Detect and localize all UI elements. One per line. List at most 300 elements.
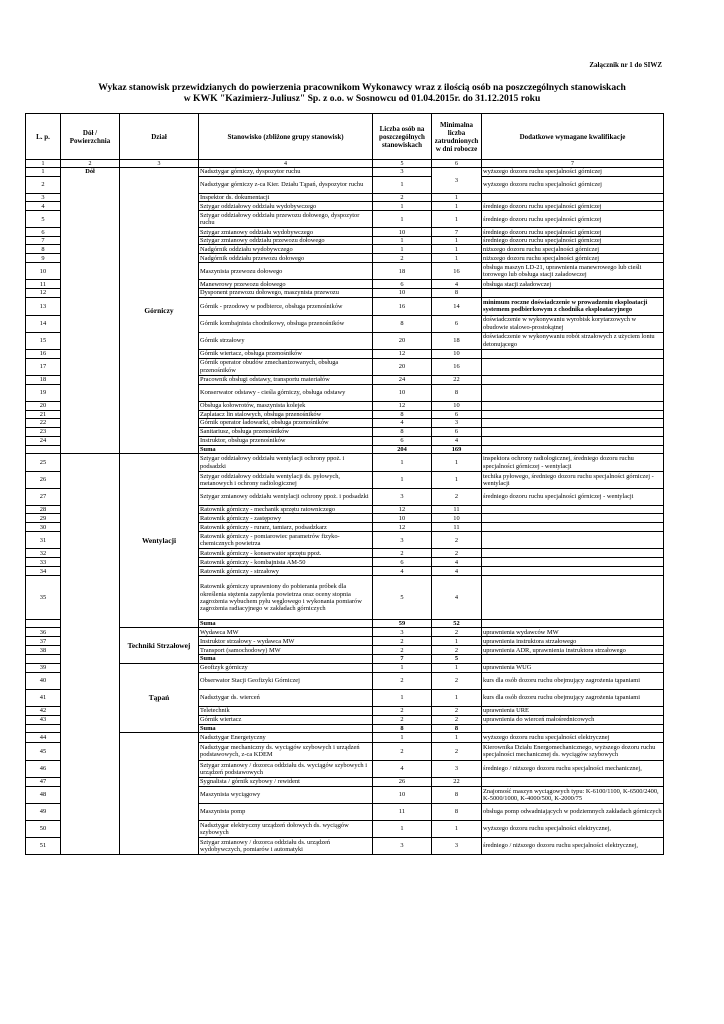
position-name: Sztygar oddziałowy oddziału wydobywczego xyxy=(199,202,373,211)
min-count: 1 xyxy=(432,194,482,202)
qualifications xyxy=(482,410,664,418)
persons-count: 4 xyxy=(373,418,432,427)
position-name: Nadsztygar górniczy z-ca Kier. Działu Tąpań, dyspozytor ruchu xyxy=(199,177,373,194)
position-name: Sztygar oddziałowy oddziału wentylacji ds. pyłowych, metanowych i ochrony radiologicznej xyxy=(199,472,373,489)
row-number: 24 xyxy=(26,436,61,445)
qualifications: uprawnienia wydawców MW xyxy=(482,628,664,637)
persons-count: 8 xyxy=(373,724,432,732)
qualifications xyxy=(482,523,664,532)
row-number: 20 xyxy=(26,401,61,410)
qualifications: doświadczenie w wykonywaniu wyrobisk korytarzowych w obudowie stalowo-prostokątnej xyxy=(482,315,664,332)
row-number xyxy=(26,445,61,453)
persons-count: 10 xyxy=(373,228,432,237)
qualifications xyxy=(482,655,664,663)
min-count: 2 xyxy=(432,549,482,558)
persons-count: 59 xyxy=(373,620,432,628)
header-dzial: Dział xyxy=(120,114,199,160)
position-name: Sztygar zmianowy oddziału wentylacji ochrony ppoż. i podsadzki xyxy=(199,489,373,506)
position-name: Ratownik górniczy - mechanik sprzętu ratowniczego xyxy=(199,506,373,514)
row-number xyxy=(26,620,61,628)
position-name: Górnik - przodowy w podbierce, obsługa przenośników xyxy=(199,297,373,315)
row-number: 6 xyxy=(26,228,61,237)
sum-label: Suma xyxy=(199,445,373,453)
qualifications: obsługa stacji załadowczej xyxy=(482,280,664,289)
min-count: 4 xyxy=(432,567,482,576)
position-name: Górnik wiertacz, obsługa przenośników xyxy=(199,349,373,358)
row-number: 5 xyxy=(26,211,61,228)
position-name: Ratownik górniczy uprawniony do pobierania próbek dla określenia stężenia zapylenia powietrza oraz oceny stopnia zagrożenia wybuchem pyłu węglowego i wykonania pomiarów zagrożenia radiacyjnego w zakładach górniczych xyxy=(199,576,373,620)
persons-count: 12 xyxy=(373,523,432,532)
position-name: Maszynista pomp xyxy=(199,803,373,820)
sum-label: Suma xyxy=(199,620,373,628)
qualifications: uprawnienia do wierceń małośrednicowych xyxy=(482,715,664,724)
persons-count: 12 xyxy=(373,349,432,358)
min-count: 4 xyxy=(432,576,482,620)
position-name: Nadgórnik oddziału przewozu dołowego xyxy=(199,254,373,263)
persons-count: 2 xyxy=(373,742,432,760)
min-count: 1 xyxy=(432,245,482,254)
position-name: Nadsztygar górniczy, dyspozytor ruchu xyxy=(199,168,373,177)
position-name: Sztygar oddziałowy oddziału przewozu dołowego, dyspozytor ruchu xyxy=(199,211,373,228)
persons-count: 10 xyxy=(373,514,432,523)
persons-count: 6 xyxy=(373,436,432,445)
qualifications xyxy=(482,418,664,427)
persons-count: 20 xyxy=(373,332,432,349)
persons-count: 24 xyxy=(373,375,432,384)
row-number: 7 xyxy=(26,237,61,245)
min-count: 1 xyxy=(432,820,482,837)
row-number: 50 xyxy=(26,820,61,837)
qualifications xyxy=(482,427,664,436)
row-number: 27 xyxy=(26,489,61,506)
header-dol: Dół / Powierzchnia xyxy=(61,114,120,160)
row-number: 14 xyxy=(26,315,61,332)
qualifications: średniego / niższego dozoru ruchu specjalności elektrycznej, xyxy=(482,837,664,854)
qualifications xyxy=(482,358,664,375)
row-number: 49 xyxy=(26,803,61,820)
qualifications: doświadczenie w wykonywaniu robót strzałowych z użyciem lontu detonującego xyxy=(482,332,664,349)
persons-count: 1 xyxy=(373,245,432,254)
position-name: Konserwator odstawy - cieśla górniczy, obsługa odstawy xyxy=(199,384,373,401)
qualifications: średniego dozoru ruchu specjalności górniczej xyxy=(482,211,664,228)
qualifications: niższego dozoru ruchu specjalności górniczej xyxy=(482,254,664,263)
min-count: 1 xyxy=(432,663,482,672)
position-name: Inspektor ds. dokumentacji xyxy=(199,194,373,202)
min-count: 11 xyxy=(432,523,482,532)
group-label: Techniki Strzałowej xyxy=(120,628,199,663)
qualifications xyxy=(482,558,664,567)
min-count: 2 xyxy=(432,742,482,760)
min-count: 4 xyxy=(432,558,482,567)
position-name: Ratownik górniczy - konserwator sprzętu ppoż. xyxy=(199,549,373,558)
min-count: 1 xyxy=(432,202,482,211)
min-count: 6 xyxy=(432,427,482,436)
table-row xyxy=(26,628,664,637)
persons-count: 2 xyxy=(373,254,432,263)
persons-count: 8 xyxy=(373,410,432,418)
header-minimalna: Minimalna liczba zatrudnionych w dni robocze xyxy=(432,114,482,160)
min-count: 18 xyxy=(432,332,482,349)
row-number: 25 xyxy=(26,454,61,472)
min-count: 1 xyxy=(432,237,482,245)
row-number: 47 xyxy=(26,777,61,786)
persons-count: 3 xyxy=(373,168,432,177)
persons-count: 1 xyxy=(373,211,432,228)
row-number: 4 xyxy=(26,202,61,211)
qualifications: średniego / niższego dozoru ruchu specjalności mechanicznej, xyxy=(482,760,664,777)
min-count: 16 xyxy=(432,358,482,375)
min-count: 3 xyxy=(432,418,482,427)
min-count: 1 xyxy=(432,472,482,489)
min-count: 1 xyxy=(432,689,482,706)
position-name: Dysponent przewozu dołowego, maszynista przewozu xyxy=(199,289,373,297)
persons-count: 1 xyxy=(373,177,432,194)
row-number: 29 xyxy=(26,514,61,523)
min-count: 7 xyxy=(432,228,482,237)
dol-empty xyxy=(61,454,120,855)
persons-count: 8 xyxy=(373,427,432,436)
qualifications: średniego dozoru ruchu specjalności górniczej xyxy=(482,228,664,237)
annex-label: Załącznik nr 1 do SIWZ xyxy=(589,61,662,69)
qualifications xyxy=(482,349,664,358)
qualifications xyxy=(482,549,664,558)
position-name: Sztygar zmianowy / dozorca oddziału ds. wyciągów szybowych i urządzeń podstawowych xyxy=(199,760,373,777)
qualifications: kurs dla osób dozoru ruchu obejmujący zagrożenia tąpaniami xyxy=(482,689,664,706)
row-number: 43 xyxy=(26,715,61,724)
persons-count: 2 xyxy=(373,637,432,646)
min-count: 11 xyxy=(432,506,482,514)
row-number: 38 xyxy=(26,646,61,655)
persons-count: 10 xyxy=(373,786,432,803)
position-name: Górnik wiertacz xyxy=(199,715,373,724)
min-count: 6 xyxy=(432,410,482,418)
row-number: 28 xyxy=(26,506,61,514)
persons-count: 3 xyxy=(373,628,432,637)
min-count: 2 xyxy=(432,532,482,549)
min-count: 3 xyxy=(432,837,482,854)
persons-count: 7 xyxy=(373,655,432,663)
position-name: Instruktor, obsługa przenośników xyxy=(199,436,373,445)
persons-count: 8 xyxy=(373,315,432,332)
min-count: 1 xyxy=(432,637,482,646)
min-count: 2 xyxy=(432,706,482,715)
row-number: 22 xyxy=(26,418,61,427)
position-name: Nadsztygar Energetyczny xyxy=(199,732,373,742)
qualifications xyxy=(482,777,664,786)
persons-count: 3 xyxy=(373,837,432,854)
min-count: 2 xyxy=(432,715,482,724)
qualifications: uprawnienia ADR, uprawnienia instruktora strzałowego xyxy=(482,646,664,655)
qualifications: średniego dozoru ruchu specjalności górniczej xyxy=(482,202,664,211)
persons-count: 6 xyxy=(373,280,432,289)
row-number: 48 xyxy=(26,786,61,803)
min-count: 8 xyxy=(432,786,482,803)
row-number: 18 xyxy=(26,375,61,384)
row-number: 10 xyxy=(26,263,61,280)
min-count: 52 xyxy=(432,620,482,628)
persons-count: 11 xyxy=(373,803,432,820)
min-count: 2 xyxy=(432,628,482,637)
position-name: Manewrowy przewozu dołowego xyxy=(199,280,373,289)
row-number: 17 xyxy=(26,358,61,375)
position-name: Nadsztygar ds. wierceń xyxy=(199,689,373,706)
qualifications xyxy=(482,401,664,410)
qualifications xyxy=(482,532,664,549)
row-number: 3 xyxy=(26,194,61,202)
persons-count: 1 xyxy=(373,454,432,472)
row-number: 40 xyxy=(26,672,61,689)
persons-count: 1 xyxy=(373,820,432,837)
qualifications xyxy=(482,375,664,384)
position-name: Maszynista przewozu dołowego xyxy=(199,263,373,280)
row-number: 36 xyxy=(26,628,61,637)
col-number: 7 xyxy=(482,160,664,168)
row-number: 33 xyxy=(26,558,61,567)
position-name: Nadsztygar elektryczny urządzeń dołowych ds. wyciągów szybowych xyxy=(199,820,373,837)
position-name: Górnik kombajnista chodnikowy, obsługa przenośników xyxy=(199,315,373,332)
persons-count: 3 xyxy=(373,489,432,506)
persons-count: 1 xyxy=(373,472,432,489)
row-number: 32 xyxy=(26,549,61,558)
qualifications: Kierownika Działu Energomechanicznego, wyższego dozoru ruchu specjalności mechanicznej ds. wyciągów szybowych xyxy=(482,742,664,760)
persons-count: 1 xyxy=(373,237,432,245)
min-count: 2 xyxy=(432,646,482,655)
persons-count: 6 xyxy=(373,558,432,567)
position-name: Górnik operator obudów zmechanizowanych, obsługa przenośników xyxy=(199,358,373,375)
col-number: 4 xyxy=(199,160,373,168)
qualifications: Znajomość maszyn wyciągowych typu: K-6100/1100, K-6500/2400, K-5000/1000, K-4000/500, K-2000/75 xyxy=(482,786,664,803)
position-name: Sanitariusz, obsługa przenośników xyxy=(199,427,373,436)
min-count: 2 xyxy=(432,672,482,689)
min-count: 1 xyxy=(432,732,482,742)
qualifications xyxy=(482,445,664,453)
position-name: Ratownik górniczy - kombajnista AM-50 xyxy=(199,558,373,567)
persons-count: 20 xyxy=(373,358,432,375)
min-count: 16 xyxy=(432,263,482,280)
persons-count: 1 xyxy=(373,202,432,211)
min-count: 8 xyxy=(432,724,482,732)
position-name: Obsługa kołowrotów, maszynista kolejek xyxy=(199,401,373,410)
position-name: Obserwator Stacji Geofizyki Górniczej xyxy=(199,672,373,689)
header-row xyxy=(26,114,664,160)
row-number: 8 xyxy=(26,245,61,254)
min-count: 10 xyxy=(432,401,482,410)
title-line-2: w KWK "Kazimierz-Juliusz" Sp. z o.o. w Sosnowcu od 01.04.2015r. do 31.12.2015 roku xyxy=(183,93,541,104)
row-number: 44 xyxy=(26,732,61,742)
qualifications: uprawnienia WUG xyxy=(482,663,664,672)
qualifications xyxy=(482,514,664,523)
group-label: Górniczy xyxy=(120,168,199,454)
qualifications: inspektora ochrony radiologicznej, średniego dozoru ruchu specjalności górniczej - wentylacji xyxy=(482,454,664,472)
position-name: Sygnalista / górnik szybowy / rewident xyxy=(199,777,373,786)
row-number xyxy=(26,655,61,663)
row-number: 1 xyxy=(26,168,61,177)
position-name: Sztygar oddziałowy oddziału wentylacji ochrony ppoż. i podsadzki xyxy=(199,454,373,472)
qualifications: średniego dozoru ruchu specjalności górniczej xyxy=(482,237,664,245)
col-number: 3 xyxy=(120,160,199,168)
min-count: 3 xyxy=(432,760,482,777)
persons-count: 26 xyxy=(373,777,432,786)
row-number: 45 xyxy=(26,742,61,760)
min-count: 14 xyxy=(432,297,482,315)
position-name: Ratownik górniczy - rurarz, tamiarz, podsadzkarz xyxy=(199,523,373,532)
row-number: 26 xyxy=(26,472,61,489)
qualifications xyxy=(482,194,664,202)
min-count: 4 xyxy=(432,436,482,445)
min-count: 10 xyxy=(432,349,482,358)
position-name: Instruktor strzałowy - wydawca MW xyxy=(199,637,373,646)
min-count: 22 xyxy=(432,777,482,786)
table-row xyxy=(26,663,664,672)
group-label: Tąpań xyxy=(120,663,199,732)
persons-count: 10 xyxy=(373,289,432,297)
position-name: Ratownik górniczy - zastępowy xyxy=(199,514,373,523)
qualifications: uprawnienia instruktora strzałowego xyxy=(482,637,664,646)
row-number: 34 xyxy=(26,567,61,576)
min-count: 22 xyxy=(432,375,482,384)
row-number: 21 xyxy=(26,410,61,418)
persons-count: 12 xyxy=(373,506,432,514)
group-empty xyxy=(120,732,199,854)
persons-count: 2 xyxy=(373,672,432,689)
qualifications: wyższego dozoru ruchu specjalności elektrycznej, xyxy=(482,820,664,837)
sum-label: Suma xyxy=(199,655,373,663)
persons-count: 4 xyxy=(373,567,432,576)
persons-count: 1 xyxy=(373,689,432,706)
persons-count: 1 xyxy=(373,732,432,742)
position-name: Górnik strzałowy xyxy=(199,332,373,349)
positions-table xyxy=(25,113,664,855)
qualifications xyxy=(482,289,664,297)
persons-count: 12 xyxy=(373,401,432,410)
row-number: 39 xyxy=(26,663,61,672)
table-row xyxy=(26,454,664,472)
row-number: 19 xyxy=(26,384,61,401)
row-number: 42 xyxy=(26,706,61,715)
position-name: Nadsztygar mechaniczny ds. wyciągów szybowych i urządzeń podstawowych, z-ca KDEM xyxy=(199,742,373,760)
column-number-row xyxy=(26,160,664,168)
row-number: 23 xyxy=(26,427,61,436)
position-name: Sztygar zmianowy oddziału przewozu dołowego xyxy=(199,237,373,245)
position-name: Transport (samochodowy) MW xyxy=(199,646,373,655)
min-count: 4 xyxy=(432,280,482,289)
qualifications xyxy=(482,506,664,514)
row-number: 30 xyxy=(26,523,61,532)
position-name: Górnik operator ładowarki, obsługa przenośników xyxy=(199,418,373,427)
position-name: Pracownik obsługi odstawy, transportu materiałów xyxy=(199,375,373,384)
min-count: 2 xyxy=(432,489,482,506)
persons-count: 4 xyxy=(373,760,432,777)
min-count: 10 xyxy=(432,514,482,523)
table-body xyxy=(26,168,664,855)
row-number: 35 xyxy=(26,576,61,620)
qualifications: kurs dla osób dozoru ruchu obejmujący zagrożenia tąpaniami xyxy=(482,672,664,689)
title-line-1: Wykaz stanowisk przewidzianych do powierzenia pracownikom Wykonawcy wraz z ilością osób na poszczególnych stanowiskach xyxy=(98,82,626,93)
persons-count: 16 xyxy=(373,297,432,315)
table-row xyxy=(26,168,664,177)
persons-count: 2 xyxy=(373,646,432,655)
position-name: Geofizyk górniczy xyxy=(199,663,373,672)
row-number: 31 xyxy=(26,532,61,549)
min-count: 6 xyxy=(432,315,482,332)
position-name: Wydawca MW xyxy=(199,628,373,637)
qualifications: wyższego dozoru ruchu specjalności elektrycznej xyxy=(482,732,664,742)
persons-count: 2 xyxy=(373,549,432,558)
qualifications xyxy=(482,384,664,401)
qualifications xyxy=(482,620,664,628)
qualifications: uprawnienia URE xyxy=(482,706,664,715)
persons-count: 2 xyxy=(373,194,432,202)
persons-count: 18 xyxy=(373,263,432,280)
qualifications xyxy=(482,576,664,620)
min-count: 8 xyxy=(432,384,482,401)
row-number: 51 xyxy=(26,837,61,854)
qualifications: obsługa maszyn LD-21, uprawnienia manewrowego lub cieśli torowego lub obsługa stacji załadowczej xyxy=(482,263,664,280)
persons-count: 2 xyxy=(373,715,432,724)
document-title xyxy=(0,82,724,104)
qualifications: obsługa pomp odwadniających w podziemnych zakładach górniczych xyxy=(482,803,664,820)
min-count: 5 xyxy=(432,655,482,663)
position-name: Maszynista wyciągowy xyxy=(199,786,373,803)
row-number xyxy=(26,724,61,732)
col-number: 2 xyxy=(61,160,120,168)
row-number: 16 xyxy=(26,349,61,358)
position-name: Teletechnik xyxy=(199,706,373,715)
row-number: 13 xyxy=(26,297,61,315)
table-row xyxy=(26,732,664,742)
header-liczba: Liczba osób na poszczególnych stanowiskach xyxy=(373,114,432,160)
sum-label: Suma xyxy=(199,724,373,732)
row-number: 11 xyxy=(26,280,61,289)
persons-count: 2 xyxy=(373,706,432,715)
persons-count: 3 xyxy=(373,532,432,549)
min-count: 3 xyxy=(432,168,482,194)
col-number: 5 xyxy=(373,160,432,168)
dol-label: Dół xyxy=(61,168,120,454)
row-number: 9 xyxy=(26,254,61,263)
qualifications xyxy=(482,724,664,732)
row-number: 46 xyxy=(26,760,61,777)
position-name: Sztygar zmianowy oddziału wydobywczego xyxy=(199,228,373,237)
qualifications: techika pyłowego, średniego dozoru ruchu specjalności górniczej - wentylacji xyxy=(482,472,664,489)
position-name: Sztygar zmianowy / dozorca oddziału ds. urządzeń wydobywczych, pomiarów i automatyki xyxy=(199,837,373,854)
group-label: Wentylacji xyxy=(120,454,199,628)
position-name: Ratownik górniczy - strzałowy xyxy=(199,567,373,576)
qualifications xyxy=(482,436,664,445)
position-name: Nadgórnik oddziału wydobywczego xyxy=(199,245,373,254)
min-count: 1 xyxy=(432,211,482,228)
min-count: 8 xyxy=(432,803,482,820)
position-name: Ratownik górniczy - pomiarowiec parametrów fizyko-chemicznych powietrza xyxy=(199,532,373,549)
min-count: 169 xyxy=(432,445,482,453)
min-count: 1 xyxy=(432,254,482,263)
min-count: 8 xyxy=(432,289,482,297)
qualifications: wyższego dozoru ruchu specjalności górniczej xyxy=(482,177,664,194)
qualifications: wyższego dozoru ruchu specjalności górniczej xyxy=(482,168,664,177)
row-number: 15 xyxy=(26,332,61,349)
col-number: 1 xyxy=(26,160,61,168)
qualifications: niższego dozoru ruchu specjalności górniczej xyxy=(482,245,664,254)
header-kwalifikacje: Dodatkowe wymagane kwalifikacje xyxy=(482,114,664,160)
persons-count: 10 xyxy=(373,384,432,401)
row-number: 37 xyxy=(26,637,61,646)
qualifications xyxy=(482,567,664,576)
row-number: 41 xyxy=(26,689,61,706)
persons-count: 204 xyxy=(373,445,432,453)
qualifications: minimum roczne doświadczenie w prowadzeniu eksploatacji systemem podbierkowym z chodnika eksploatacyjnego xyxy=(482,297,664,315)
header-stanowisko: Stanowisko (zbliżone grupy stanowisk) xyxy=(199,114,373,160)
row-number: 2 xyxy=(26,177,61,194)
